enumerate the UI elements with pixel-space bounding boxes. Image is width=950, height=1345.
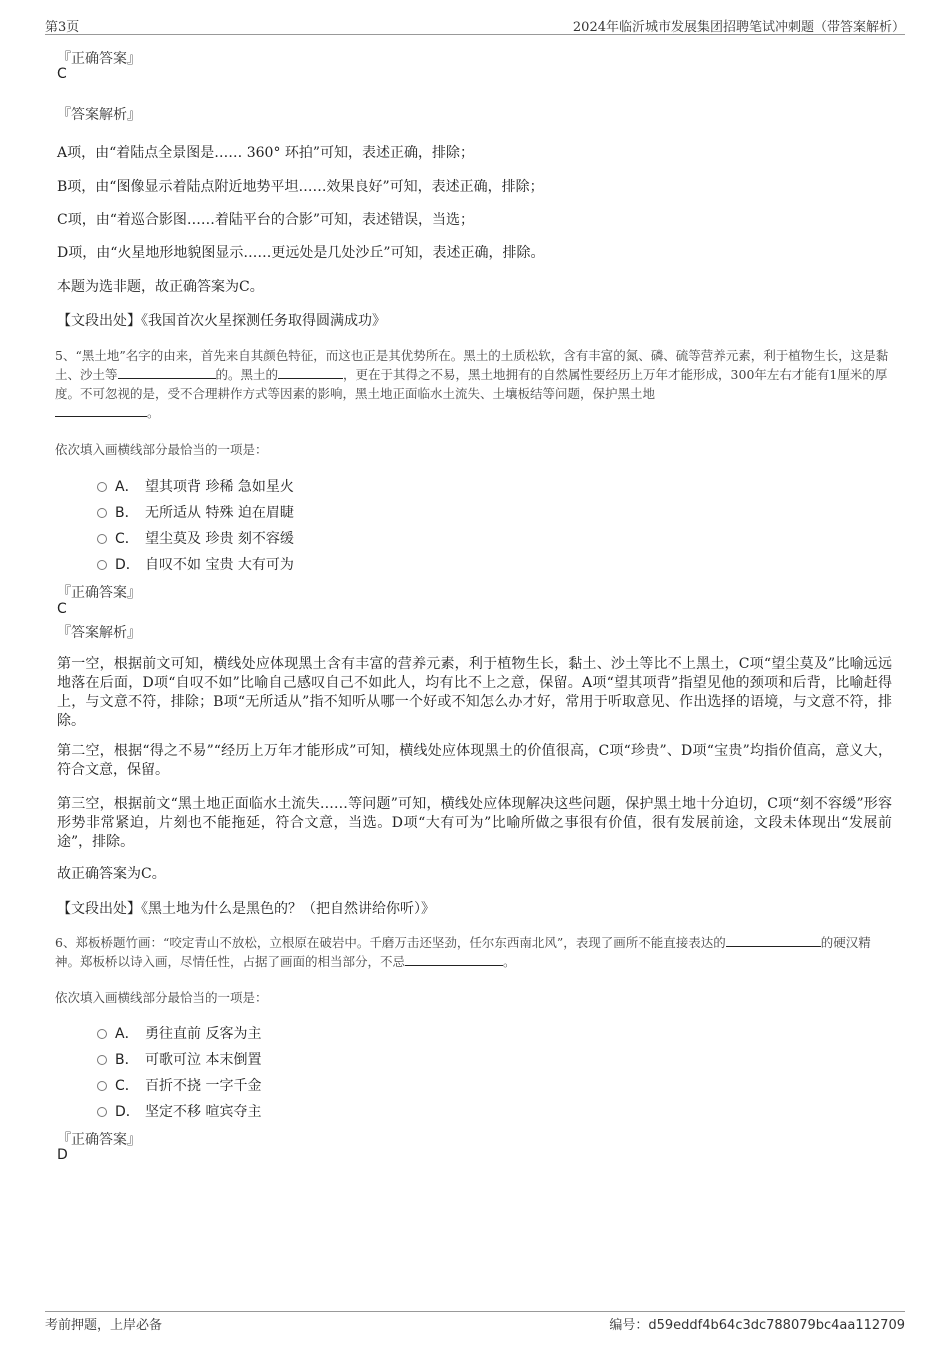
q6-stem: 6、郑板桥题竹画：“咬定青山不放松，立根原在破岩中。千磨万击还坚劲，任尔东西南北风”，表现了画所不能直接表达的 的硬汉精神。郑板桥以诗入画，尽情任性，占据了画面的相当部分，不忌 。 [55,935,871,969]
page-header [45,16,905,35]
q6-blank-1[interactable] [726,934,821,947]
q6-option-d[interactable]: D． 坚定不移 喧宾夺主 [97,1101,261,1121]
radio-icon[interactable] [97,1081,107,1091]
q6-answer-label: 『正确答案』 [57,1132,141,1148]
document-code: 编号：d59eddf4b64c3dc788079bc4aa112709 [609,1318,905,1333]
q6-option-c[interactable]: C． 百折不挠 一字千金 [97,1075,261,1095]
q5-answer: C [57,601,67,617]
q4-conclusion: 本题为选非题，故正确答案为C。 [57,279,264,295]
q5-option-b[interactable]: B． 无所适从 特殊 迫在眉睫 [97,502,294,522]
q5-blank-2[interactable] [278,366,343,379]
q5-analysis-label: 『答案解析』 [57,625,141,641]
q5-option-c[interactable]: C． 望尘莫及 珍贵 刻不容缓 [97,528,294,548]
q6-answer: D [57,1147,68,1163]
radio-icon[interactable] [97,1055,107,1065]
page-number: 第3页 [45,20,80,35]
q5-answer-label: 『正确答案』 [57,585,141,601]
document-title: 2024年临沂城市发展集团招聘笔试冲刺题（带答案解析） [572,20,905,35]
page-footer [45,1311,905,1334]
radio-icon[interactable] [97,508,107,518]
q5-blank-3[interactable] [55,404,147,417]
footer-slogan: 考前押题，上岸必备 [45,1318,163,1333]
q4-analysis-d: D项，由“火星地形地貌图显示……更远处是几处沙丘”可知，表述正确，排除。 [57,245,545,261]
q4-answer-label: 『正确答案』 [57,51,141,67]
q6-prompt: 依次填入画横线部分最恰当的一项是： [55,990,268,1005]
q4-analysis-b: B项，由“图像显示着陆点附近地势平坦……效果良好”可知，表述正确，排除； [57,179,544,195]
q6-option-b[interactable]: B． 可歌可泣 本末倒置 [97,1049,261,1069]
q5-analysis-para-1: 第一空，根据前文可知，横线处应体现黑土含有丰富的营养元素，利于植物生长，黏土、沙土等比不上黑土，C项“望尘莫及”比喻远远地落在后面，D项“自叹不如”比喻自己感叹自己不如此人，均有比不上之意，保留。A项“望其项背”指望见他的颈项和后背，比喻赶得上，与文意不符，排除；B项“无所适从”指不知听从哪一个好或不知怎么办才好，常用于听取意见、作出选择的语境，与文意不符，排除。 [57,656,892,729]
q4-analysis-label: 『答案解析』 [57,107,141,123]
q5-stem: 5、“黑土地”名字的由来，首先来自其颜色特征，而这也正是其优势所在。黑土的土质松软，含有丰富的氮、磷、硫等营养元素，利于植物生长，这是黏土、沙土等 的。黑土的 ，更在于其得之不易，黑土地拥有的自然属性要经历上万年才能形成，300年左右才能有1厘米的厚度。不可忽视的是，受不合理耕作方式等因素的影响，黑土地正面临水土流失、土壤板结等问题，保护黑土地 。 [55,348,889,420]
q5-option-d[interactable]: D． 自叹不如 宝贵 大有可为 [97,554,294,574]
radio-icon[interactable] [97,482,107,492]
q4-source: 【文段出处】《我国首次火星探测任务取得圆满成功》 [57,313,386,329]
q5-option-a[interactable]: A． 望其项背 珍稀 急如星火 [97,476,294,496]
q5-blank-1[interactable] [118,366,216,379]
q6-option-a[interactable]: A． 勇往直前 反客为主 [97,1023,261,1043]
q5-source: 【文段出处】《黑土地为什么是黑色的？（把自然讲给你听）》 [57,901,435,917]
radio-icon[interactable] [97,1029,107,1039]
q4-answer: C [57,66,67,82]
q5-prompt: 依次填入画横线部分最恰当的一项是： [55,442,268,457]
q5-analysis-para-3: 第三空，根据前文“黑土地正面临水土流失……等问题”可知，横线处应体现解决这些问题，保护黑土地十分迫切，C项“刻不容缓”形容形势非常紧迫，片刻也不能拖延，符合文意，当选。D项“大有可为”比喻所做之事很有价值，很有发展前途，文段未体现出“发展前途”，排除。 [57,796,892,850]
radio-icon[interactable] [97,534,107,544]
q5-analysis-para-2: 第二空，根据“得之不易”“经历上万年才能形成”可知，横线处应体现黑土的价值很高，C项“珍贵”、D项“宝贵”均指价值高，意义大，符合文意，保留。 [57,743,892,778]
q6-blank-2[interactable] [405,953,503,966]
radio-icon[interactable] [97,560,107,570]
q4-analysis-a: A项，由“着陆点全景图是…… 360° 环拍”可知，表述正确，排除； [57,145,475,161]
q4-analysis-c: C项，由“着巡合影图……着陆平台的合影”可知，表述错误，当选； [57,212,475,228]
q5-conclusion: 故正确答案为C。 [57,866,166,882]
radio-icon[interactable] [97,1107,107,1117]
